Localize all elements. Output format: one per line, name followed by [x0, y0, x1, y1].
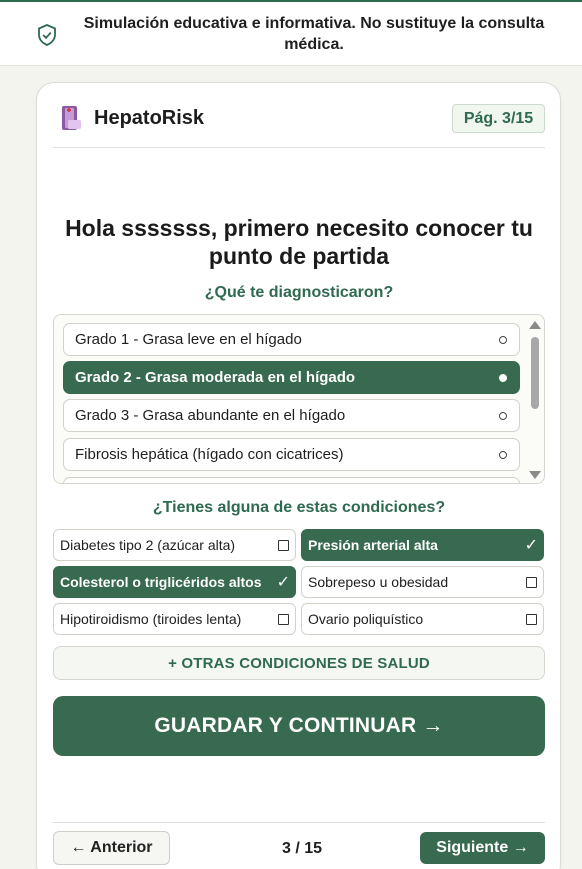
- condition-label: Presión arterial alta: [308, 537, 438, 553]
- radio-selected-icon: [499, 374, 507, 382]
- medical-kit-icon: [60, 105, 82, 131]
- diagnosis-option-label: Grado 2 - Grasa moderada en el hígado: [75, 369, 356, 386]
- condition-overweight[interactable]: [301, 566, 544, 598]
- condition-diabetes[interactable]: [53, 529, 296, 561]
- scroll-down-icon[interactable]: [529, 471, 541, 479]
- scroll-up-icon[interactable]: [529, 321, 541, 329]
- page-title: Hola sssssss, primero necesito conocer tu punto de partida: [65, 215, 533, 269]
- page-badge: Pág. 3/15: [452, 104, 545, 133]
- checkbox-icon: [278, 540, 289, 551]
- condition-label: Hipotiroidismo (tiroides lenta): [60, 611, 242, 627]
- condition-label: Sobrepeso u obesidad: [308, 574, 449, 590]
- diagnosis-option-grade-1[interactable]: [63, 323, 520, 356]
- listbox-scrollbar[interactable]: [528, 319, 542, 479]
- scrollbar-thumb[interactable]: [531, 337, 539, 409]
- other-conditions-button[interactable]: + OTRAS CONDICIONES DE SALUD: [53, 646, 545, 680]
- condition-label: Colesterol o triglicéridos altos: [60, 574, 262, 590]
- condition-label: Diabetes tipo 2 (azúcar alta): [60, 537, 236, 553]
- diagnosis-option-partial[interactable]: [63, 477, 520, 484]
- condition-cholesterol[interactable]: [53, 566, 296, 598]
- radio-icon: [499, 336, 507, 344]
- next-button[interactable]: Siguiente →: [420, 832, 545, 864]
- diagnosis-option-label: Fibrosis hepática (hígado con cicatrices): [75, 446, 344, 463]
- condition-hypertension[interactable]: [301, 529, 544, 561]
- condition-pcos[interactable]: [301, 603, 544, 635]
- diagnosis-listbox[interactable]: [53, 314, 545, 484]
- radio-icon: [499, 412, 507, 420]
- checkmark-icon: ✓: [524, 535, 538, 554]
- diagnosis-option-label: Grado 1 - Grasa leve en el hígado: [75, 331, 302, 348]
- diagnosis-option-label: Grado 3 - Grasa abundante en el hígado: [75, 407, 346, 424]
- diagnosis-option-grade-2[interactable]: [63, 361, 520, 394]
- condition-hypothyroidism[interactable]: [53, 603, 296, 635]
- conditions-prompt: ¿Tienes alguna de estas condiciones?: [152, 499, 446, 516]
- checkbox-icon: [278, 614, 289, 625]
- diagnosis-option-grade-3[interactable]: [63, 399, 520, 432]
- radio-icon: [499, 451, 507, 459]
- previous-button[interactable]: ← Anterior: [53, 831, 170, 865]
- page-counter: 3 / 15: [281, 840, 323, 857]
- header-divider: [53, 147, 545, 148]
- save-continue-button[interactable]: GUARDAR Y CONTINUAR →: [53, 696, 545, 756]
- footer-divider: [53, 822, 545, 823]
- diagnosis-option-fibrosis[interactable]: [63, 438, 520, 471]
- wizard-card: [36, 82, 561, 869]
- brand-name: HepatoRisk: [94, 107, 205, 129]
- disclaimer-banner: [0, 0, 582, 66]
- checkmark-icon: ✓: [276, 572, 290, 591]
- disclaimer-text: Simulación educativa e informativa. No sustituye la consulta médica.: [83, 15, 545, 53]
- checkbox-icon: [526, 614, 537, 625]
- diagnosis-prompt: ¿Qué te diagnosticaron?: [204, 284, 394, 301]
- condition-label: Ovario poliquístico: [308, 611, 424, 627]
- shield-check-icon: [37, 24, 57, 46]
- checkbox-icon: [526, 577, 537, 588]
